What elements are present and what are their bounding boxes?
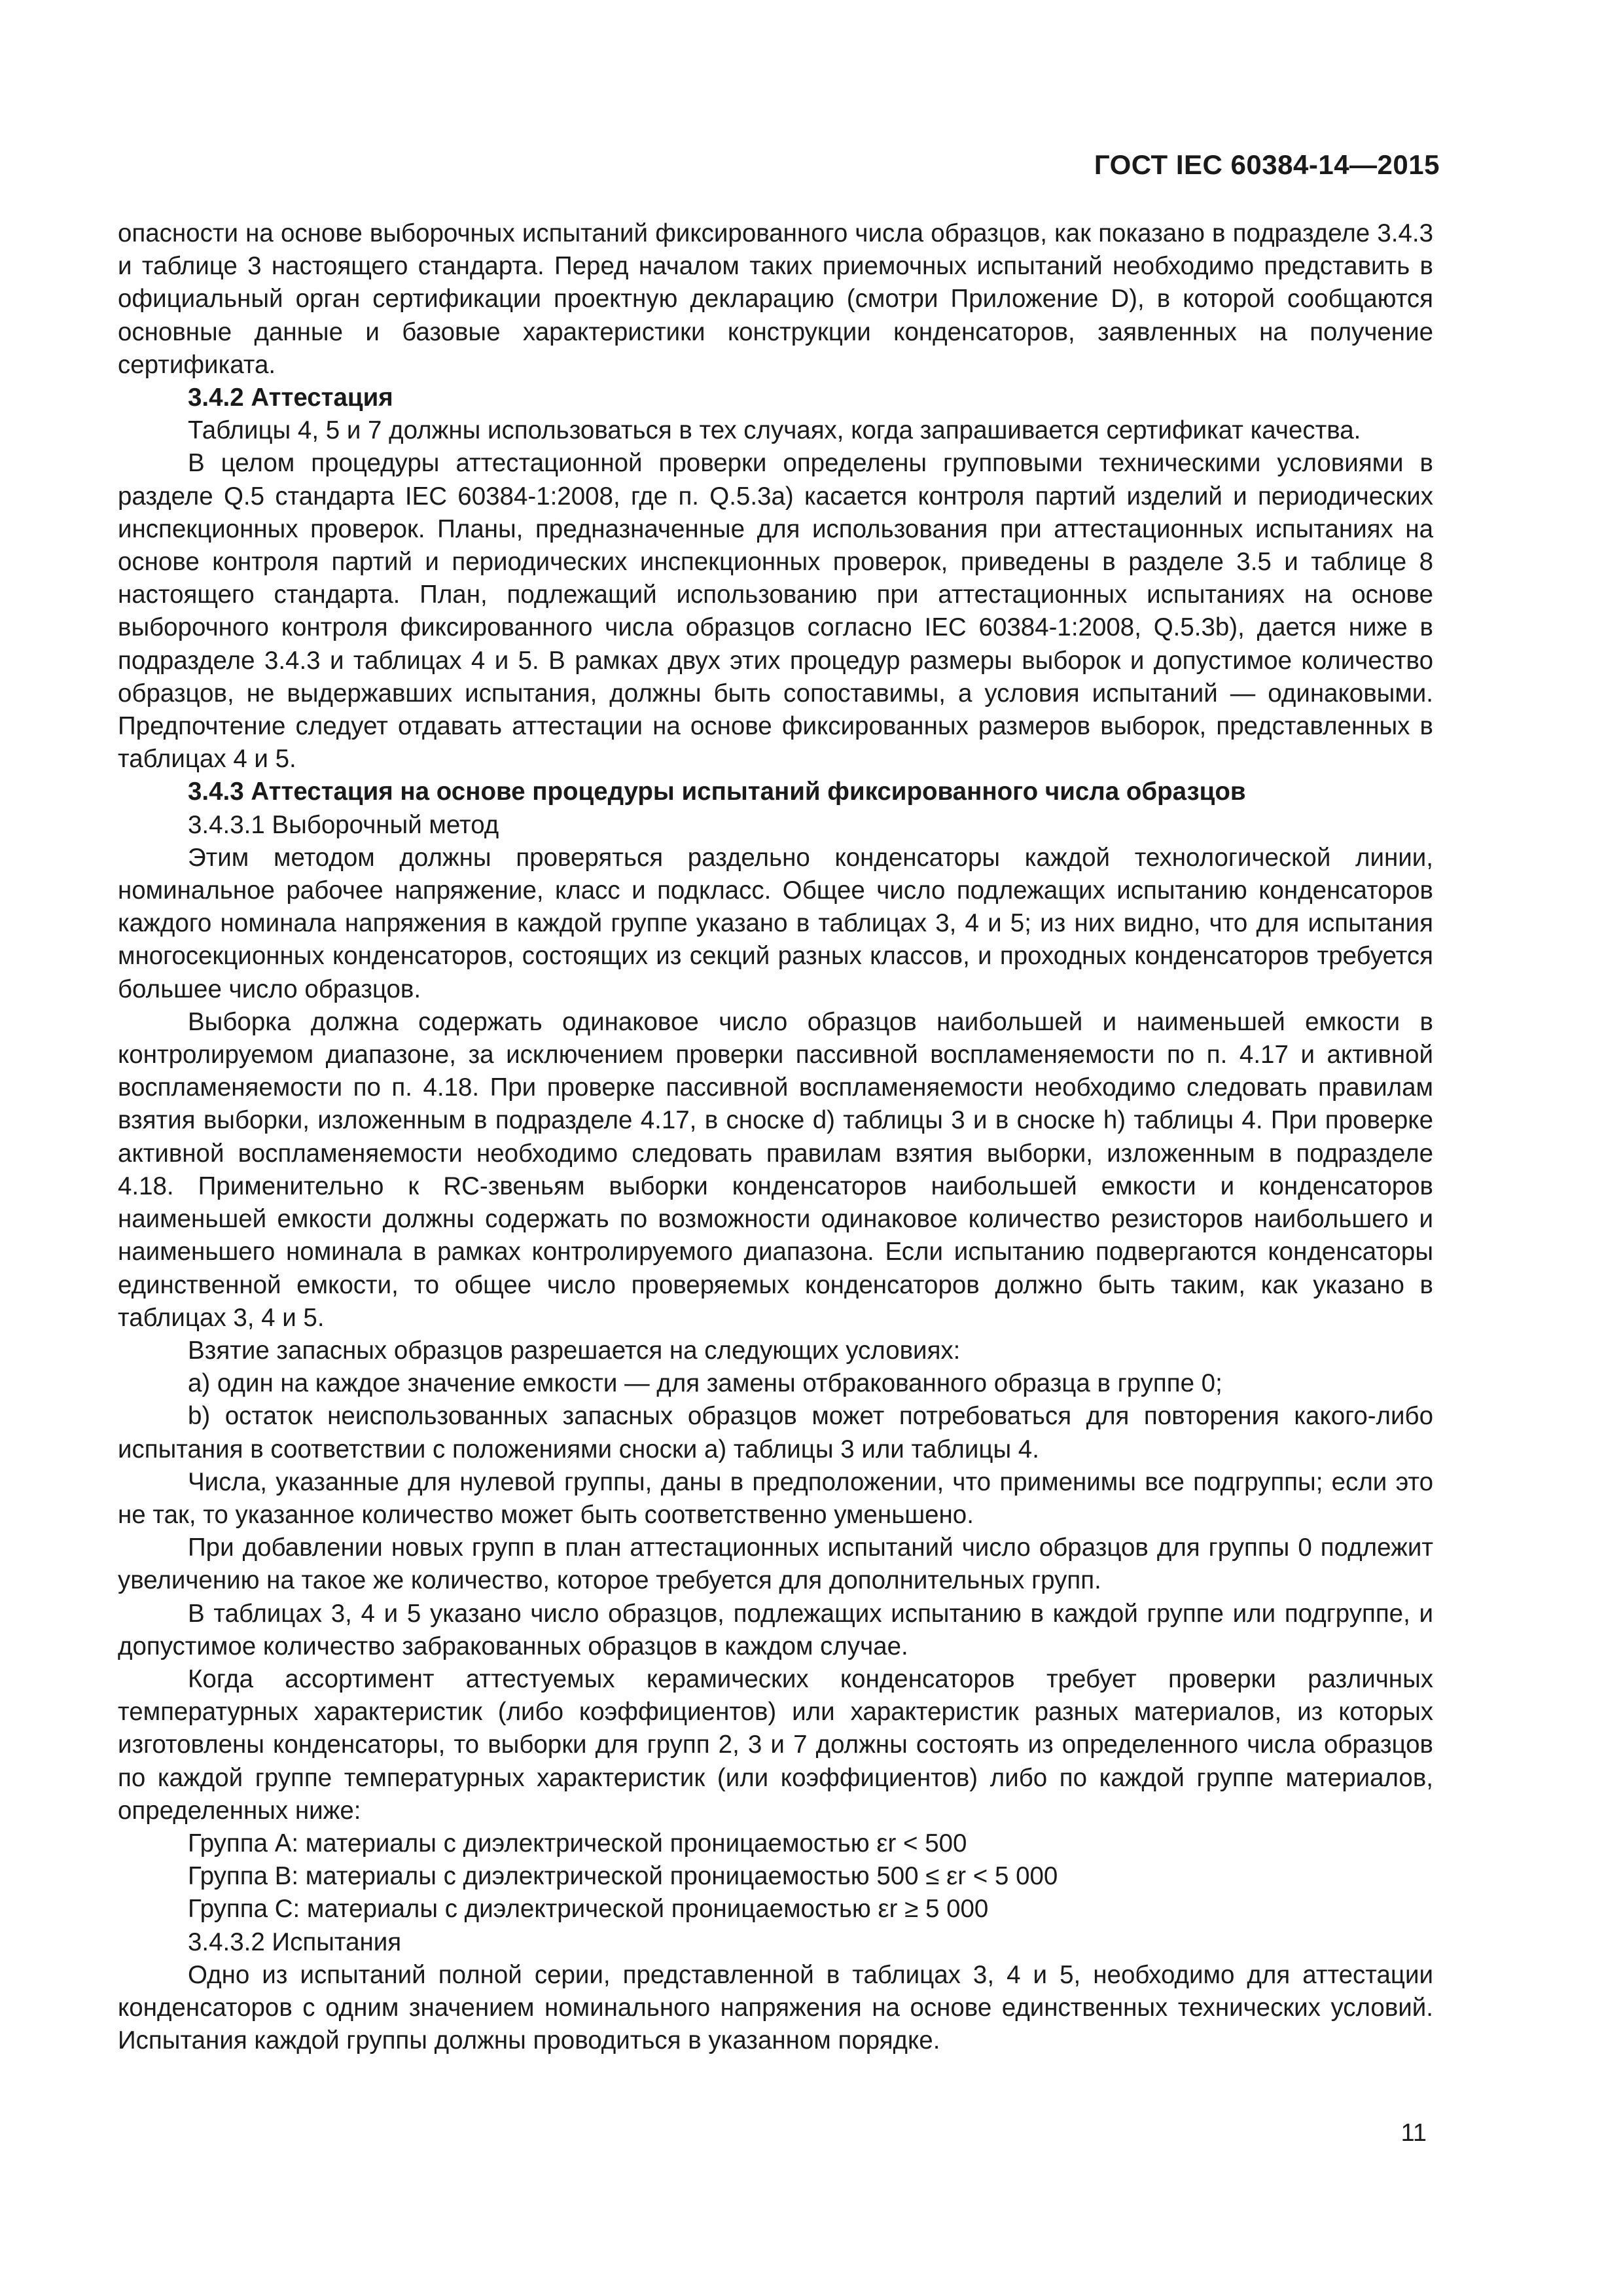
material-group-b: Группа B: материалы с диэлектрической проницаемостью 500 ≤ εr < 5 000: [188, 1862, 1058, 1891]
material-group-a: Группа A: материалы с диэлектрической проницаемостью εr < 500: [188, 1829, 967, 1857]
paragraph: Числа, указанные для нулевой группы, даны в предположении, что применимы все подгруппы; если это не так, то указанное количество может быть соответственно уменьшено.: [118, 1467, 1433, 1529]
paragraph-continuation: опасности на основе выборочных испытаний фиксированного числа образцов, как показано в подразделе 3.4.3 и таблице 3 настоящего стандарта. Перед началом таких приемочных испытаний необходимо представить в официальный орган сертификации проектную декларацию (смотри Приложение D), в которой сообщаются основные данные и базовые характеристики конструкции конденсаторов, заявленных на получение сертификата.: [118, 219, 1433, 379]
subsection-heading-3-4-3-1: 3.4.3.1 Выборочный метод: [188, 810, 499, 839]
document-header: ГОСТ IEC 60384-14—2015: [1094, 149, 1440, 180]
paragraph: Этим методом должны проверяться раздельно конденсаторы каждой технологической линии, номинальное рабочее напряжение, класс и подкласс. Общее число подлежащих испытанию конденсаторов каждого номинала напряжения в каждой группе указано в таблицах 3, 4 и 5; из них видно, что для испытания многосекционных конденсаторов, состоящих из секций разных классов, и проходных конденсаторов требуется большее число образцов.: [118, 843, 1433, 1003]
section-heading-3-4-3: 3.4.3 Аттестация на основе процедуры испытаний фиксированного числа образцов: [188, 778, 1246, 806]
paragraph: В таблицах 3, 4 и 5 указано число образцов, подлежащих испытанию в каждой группе или подгруппе, и допустимое количество забракованных образцов в каждом случае.: [118, 1599, 1433, 1660]
paragraph: Одно из испытаний полной серии, представленной в таблицах 3, 4 и 5, необходимо для аттестации конденсаторов с одним значением номинального напряжения на основе единственных технических условий. Испытания каждой группы должны проводиться в указанном порядке.: [118, 1960, 1433, 2055]
document-body: [118, 217, 1433, 2057]
section-heading-3-4-2: 3.4.2 Аттестация: [188, 384, 393, 412]
list-item: b) остаток неиспользованных запасных образцов может потребоваться для повторения какого-либо испытания в соответствии с положениями сноски a) таблицы 3 или таблицы 4.: [118, 1402, 1433, 1463]
paragraph: Выборка должна содержать одинаковое число образцов наибольшей и наименьшей емкости в контролируемом диапазоне, за исключением проверки пассивной воспламеняемости по п. 4.17 и активной воспламеняемости по п. 4.18. При проверке пассивной воспламеняемости необходимо следовать правилам взятия выборки, изложенным в подразделе 4.17, в сноске d) таблицы 3 и в сноске h) таблицы 4. При проверке активной воспламеняемости необходимо следовать правилам взятия выборки, изложенным в подразделе 4.18. Применительно к RC-звеньям выборки конденсаторов наибольшей емкости и конденсаторов наименьшей емкости должны содержать по возможности одинаковое количество резисторов наибольшего и наименьшего номинала в рамках контролируемого диапазона. Если испытанию подвергаются конденсаторы единственной емкости, то общее число проверяемых конденсаторов должно быть таким, как указано в таблицах 3, 4 и 5.: [118, 1007, 1433, 1332]
paragraph: Когда ассортимент аттестуемых керамических конденсаторов требует проверки различных температурных характеристик (либо коэффициентов) или характеристик разных материалов, из которых изготовлены конденсаторы, то выборки для групп 2, 3 и 7 должны состоять из определенного числа образцов по каждой группе температурных характеристик (или коэффициентов) либо по каждой группе материалов, определенных ниже:: [118, 1664, 1433, 1825]
page-number: 11: [1400, 2119, 1427, 2147]
paragraph: При добавлении новых групп в план аттестационных испытаний число образцов для группы 0 подлежит увеличению на такое же количество, которое требуется для дополнительных групп.: [118, 1534, 1433, 1595]
paragraph: В целом процедуры аттестационной проверки определены групповыми техническими условиями в разделе Q.5 стандарта IEC 60384-1:2008, где п. Q.5.3a) касается контроля партий изделий и периодических инспекционных проверок. Планы, предназначенные для использования при аттестационных испытаниях на основе контроля партий и периодических инспекционных проверок, приведены в разделе 3.5 и таблице 8 настоящего стандарта. План, подлежащий использованию при аттестационных испытаниях на основе выборочного контроля фиксированного числа образцов согласно IEC 60384-1:2008, Q.5.3b), дается ниже в подразделе 3.4.3 и таблицах 4 и 5. В рамках двух этих процедур размеры выборок и допустимое количество образцов, не выдержавших испытания, должны быть сопоставимы, а условия испытаний — одинаковыми. Предпочтение следует отдавать аттестации на основе фиксированных размеров выборок, представленных в таблицах 4 и 5.: [118, 449, 1433, 774]
list-item: a) один на каждое значение емкости — для замены отбракованного образца в группе 0;: [188, 1369, 1222, 1398]
material-group-c: Группа C: материалы с диэлектрической проницаемостью εr ≥ 5 000: [188, 1895, 989, 1924]
paragraph: Таблицы 4, 5 и 7 должны использоваться в тех случаях, когда запрашивается сертификат качества.: [188, 416, 1361, 445]
subsection-heading-3-4-3-2: 3.4.3.2 Испытания: [188, 1928, 402, 1956]
paragraph: Взятие запасных образцов разрешается на следующих условиях:: [188, 1336, 961, 1365]
